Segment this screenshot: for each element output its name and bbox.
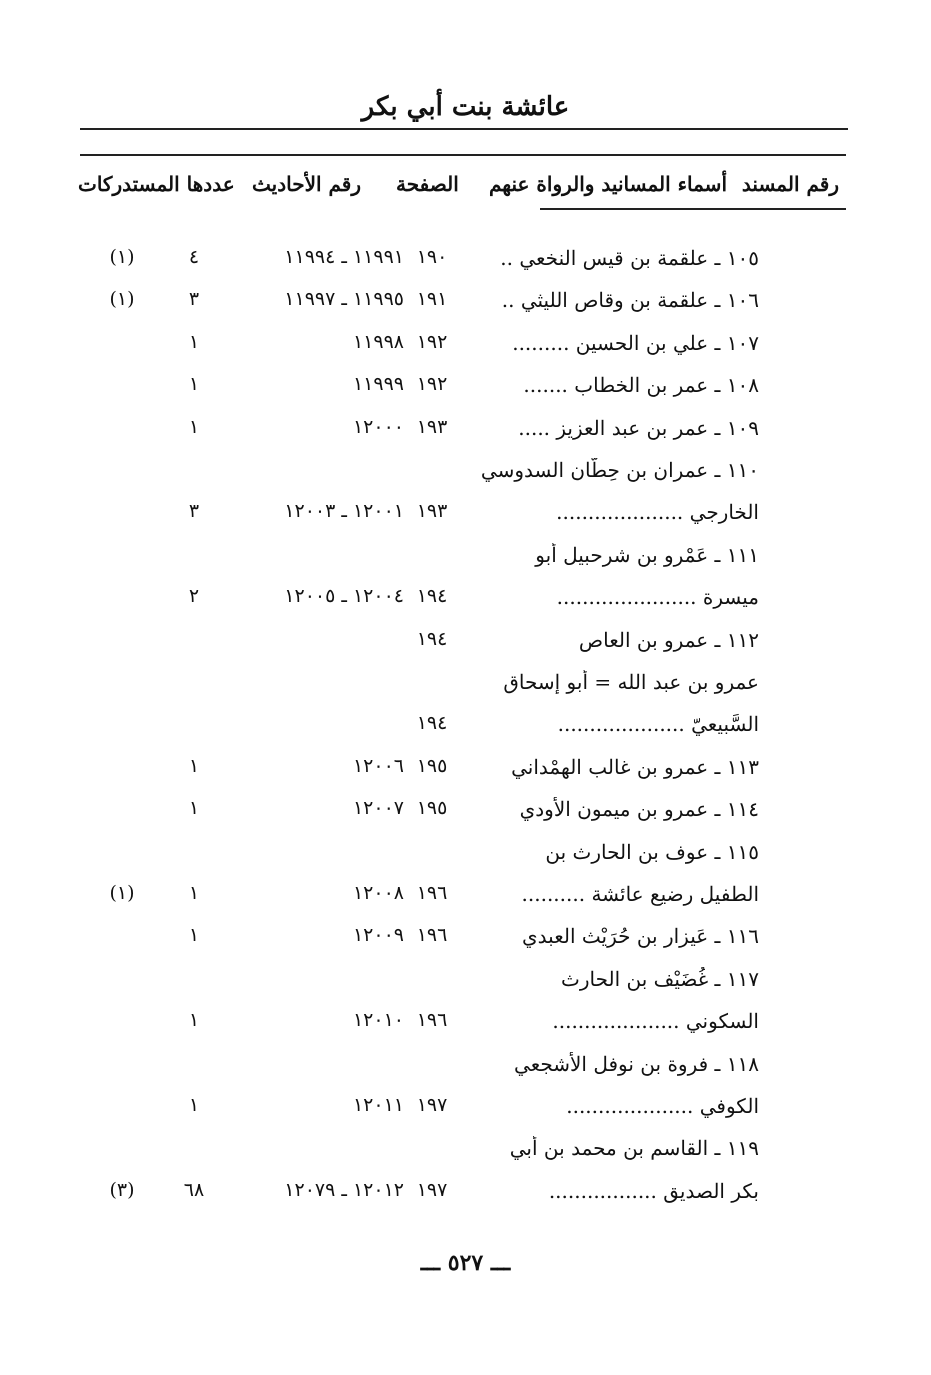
table-row: [0, 755, 931, 785]
entry-name: ١٠٨ ـ عمر بن الخطاب .......: [523, 373, 759, 397]
entry-name: ١٠٥ ـ علقمة بن قيس النخعي ..: [500, 246, 759, 270]
entry-name: الكوفي ....................: [566, 1094, 759, 1118]
table-row: [0, 373, 931, 403]
entry-page: ١٩٧: [416, 1094, 448, 1116]
table-row: [0, 840, 931, 870]
entry-page: ١٩٣: [416, 416, 448, 438]
entry-name: ١١٤ ـ عمرو بن ميمون الأودي: [519, 797, 759, 821]
table-row: [0, 1009, 931, 1039]
entry-mustadrak: (١): [109, 882, 135, 904]
entry-name: ١٠٩ ـ عمر بن عبد العزيز .....: [518, 416, 759, 440]
entry-count: ١: [188, 416, 200, 438]
entry-count: ٦٨: [183, 1179, 205, 1201]
table-row: [0, 458, 931, 488]
entry-name: ١٠٧ ـ علي بن الحسين .........: [512, 331, 759, 355]
table-row: [0, 288, 931, 318]
entry-name: ١١٥ ـ عوف بن الحارث بن: [545, 840, 759, 864]
entry-name: ١٠٦ ـ علقمة بن وقاص الليثي ..: [501, 288, 759, 312]
table-row: [0, 797, 931, 827]
entry-count: ١: [188, 331, 200, 353]
table-row: [0, 712, 931, 742]
entry-hadith-nos: ١٢٠١١: [352, 1094, 404, 1116]
page-header: عائشة بنت أبي بكر: [361, 92, 570, 122]
entry-page: ١٩٦: [416, 1009, 448, 1031]
entry-count: ١: [188, 924, 200, 946]
entry-name: ١١٨ ـ فروة بن نوفل الأشجعي: [514, 1052, 759, 1076]
entry-page: ١٩٣: [416, 500, 448, 522]
entry-page: ١٩٦: [416, 882, 448, 904]
entry-page: ١٩١: [416, 288, 448, 310]
entry-hadith-nos: ١٢٠٠٦: [352, 755, 404, 777]
entry-name: السكوني ....................: [552, 1009, 759, 1033]
table-row: [0, 543, 931, 573]
table-row: [0, 628, 931, 658]
entry-name: عمرو بن عبد الله = أبو إسحاق: [503, 670, 759, 694]
column-header-musnad-no: رقم المسند: [741, 172, 839, 196]
entry-hadith-nos: ١٢٠١٠: [352, 1009, 404, 1031]
page-number: ـــ ٥٢٧ ـــ: [420, 1250, 511, 1276]
entry-hadith-nos: ١١٩٩٨: [352, 331, 404, 353]
entry-name: ١١١ ـ عَمْرو بن شرحبيل أبو: [535, 543, 759, 567]
table-row: [0, 331, 931, 361]
entry-page: ١٩٥: [416, 797, 448, 819]
entry-page: ١٩٧: [416, 1179, 448, 1201]
entry-page: ١٩٢: [416, 373, 448, 395]
entry-count: ١: [188, 1009, 200, 1031]
entry-hadith-nos: ١٢٠٠٧: [352, 797, 404, 819]
table-row: [0, 1052, 931, 1082]
entry-page: ١٩٤: [416, 712, 448, 734]
entry-mustadrak: (٣): [109, 1179, 135, 1201]
entry-hadith-nos: ١٢٠٠٠: [352, 416, 404, 438]
entry-page: ١٩٦: [416, 924, 448, 946]
entry-hadith-nos: ١٢٠٠٨: [352, 882, 404, 904]
entry-count: ٤: [188, 246, 200, 268]
entry-hadith-nos: ١١٩٩٩: [352, 373, 404, 395]
entry-name: ١١٧ ـ غُضَيْف بن الحارث: [561, 967, 759, 991]
table-row: [0, 1179, 931, 1209]
entry-name: الخارجي ....................: [556, 500, 759, 524]
table-row: [0, 500, 931, 530]
entry-name: بكر الصديق .................: [548, 1179, 759, 1203]
entry-hadith-nos: ١٢٠٠٤ ـ ١٢٠٠٥: [284, 585, 404, 607]
entry-count: ١: [188, 373, 200, 395]
entry-page: ١٩٠: [416, 246, 448, 268]
entry-page: ١٩٥: [416, 755, 448, 777]
table-row: [0, 585, 931, 615]
entry-page: ١٩٤: [416, 585, 448, 607]
entry-hadith-nos: ١٢٠٠١ ـ ١٢٠٠٣: [284, 500, 404, 522]
entry-name: ١١٠ ـ عمران بن حِطّان السدوسي: [480, 458, 759, 482]
entry-count: ١: [188, 755, 200, 777]
column-header-count-mustadrakat: عددها المستدركات: [78, 172, 235, 196]
table-row: [0, 246, 931, 276]
entry-hadith-nos: ١١٩٩١ ـ ١١٩٩٤: [284, 246, 404, 268]
entry-hadith-nos: ١٢٠٠٩: [352, 924, 404, 946]
table-row: [0, 1136, 931, 1166]
entry-name: السَّبيعيّ ....................: [557, 712, 759, 736]
entry-count: ٣: [188, 288, 200, 310]
entry-name: ١١٢ ـ عمرو بن العاص: [578, 628, 759, 652]
entry-mustadrak: (١): [109, 288, 135, 310]
table-row: [0, 967, 931, 997]
table-row: [0, 1094, 931, 1124]
column-header-hadith-nos: رقم الأحاديث: [252, 172, 362, 196]
table-row: [0, 416, 931, 446]
table-row: [0, 670, 931, 700]
entry-hadith-nos: ١١٩٩٥ ـ ١١٩٩٧: [284, 288, 404, 310]
entry-count: ٣: [188, 500, 200, 522]
table-row: [0, 924, 931, 954]
entry-mustadrak: (١): [109, 246, 135, 268]
entry-page: ١٩٤: [416, 628, 448, 650]
table-row: [0, 882, 931, 912]
entry-name: ١١٦ ـ عَيزار بن حُرَيْث العبدي: [522, 924, 759, 948]
entry-name: الطفيل رضيع عائشة ..........: [521, 882, 759, 906]
entry-name: ١١٩ ـ القاسم بن محمد بن أبي: [509, 1136, 759, 1160]
entry-count: ١: [188, 882, 200, 904]
entry-page: ١٩٢: [416, 331, 448, 353]
entry-count: ١: [188, 797, 200, 819]
entry-count: ١: [188, 1094, 200, 1116]
entry-hadith-nos: ١٢٠١٢ ـ ١٢٠٧٩: [284, 1179, 404, 1201]
entry-count: ٢: [188, 585, 200, 607]
entry-name: ١١٣ ـ عمرو بن غالب الهمْداني: [511, 755, 759, 779]
column-header-names: أسماء المسانيد والرواة عنهم: [488, 172, 727, 196]
entry-name: ميسرة ......................: [556, 585, 759, 609]
column-header-page: الصفحة: [396, 172, 459, 196]
